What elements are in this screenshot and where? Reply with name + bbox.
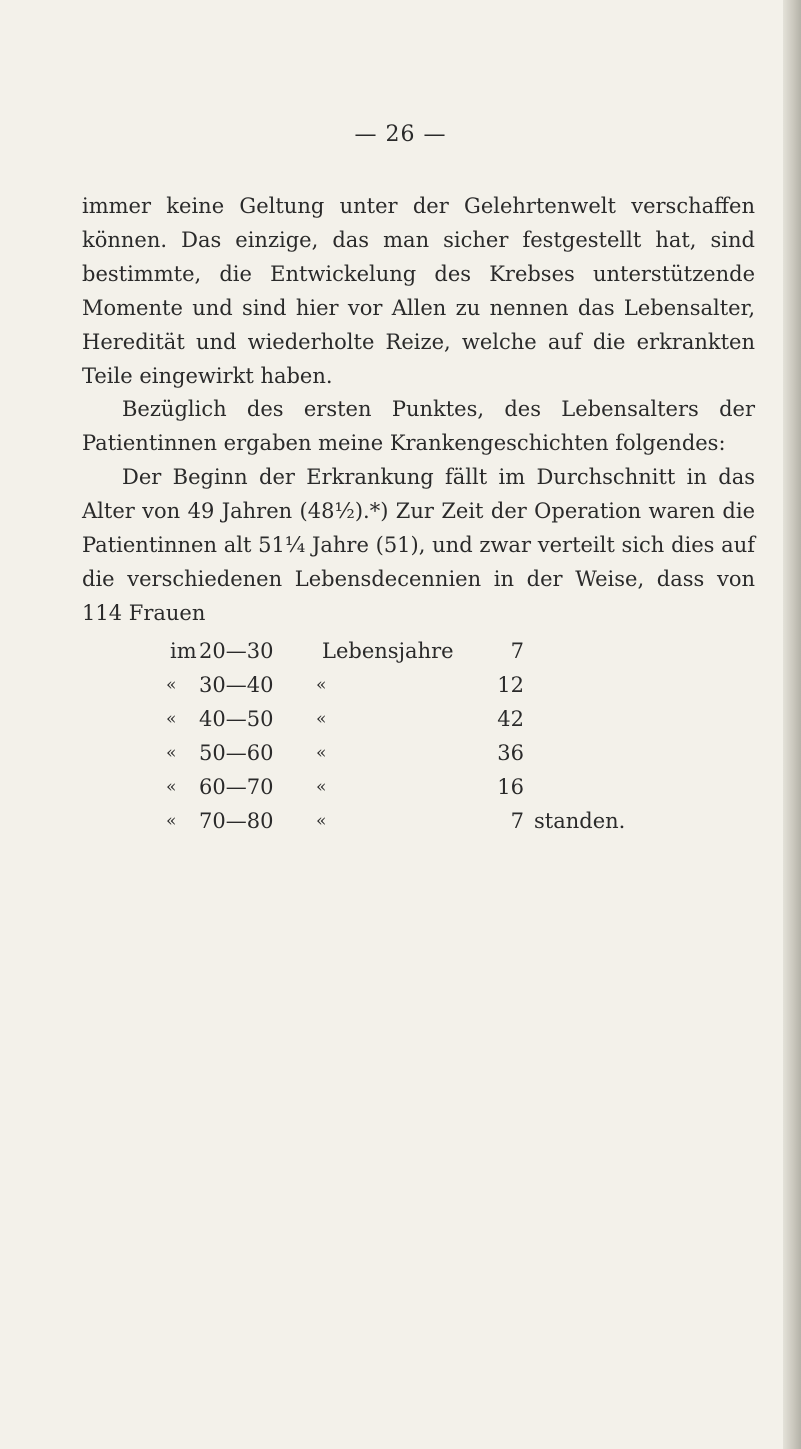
paragraph-3: Der Beginn der Erkrankung fällt im Durchschnitt in das Alter von 49 Jahren (48½).*) Zur Zeit der Operation waren die Patientinnen alt 51¼ Jahre (51), und zwar verteilt sich dies auf die verschiedenen Lebensdecennien in der Weise, dass von 114 Frauen: [82, 465, 755, 625]
row-label: «: [166, 777, 177, 797]
row-note: standen.: [534, 809, 626, 833]
row-label: «: [166, 675, 177, 695]
row-label: «: [166, 743, 177, 763]
row-count: 7: [510, 639, 524, 663]
row-label: «: [166, 709, 177, 729]
table-row: [0, 804, 801, 838]
row-range: 50—60: [199, 741, 274, 765]
row-unit: «: [316, 811, 327, 831]
row-label: im: [170, 639, 197, 663]
row-count: 42: [497, 707, 524, 731]
row-unit: «: [316, 709, 327, 729]
table-row: [0, 770, 801, 804]
row-range: 40—50: [199, 707, 274, 731]
paragraph-2: Bezüglich des ersten Punktes, des Lebensalters der Patientinnen ergaben meine Krankengeschichten folgendes:: [82, 397, 755, 455]
row-unit: «: [316, 743, 327, 763]
row-unit: «: [316, 675, 327, 695]
paragraph-1: immer keine Geltung unter der Gelehrtenwelt verschaffen können. Das einzige, das man sicher festgestellt hat, sind bestimmte, die Entwickelung des Krebses unterstützende Momente und sind hier vor Allen zu nennen das Lebensalter, Heredität und wiederholte Reize, welche auf die erkrankten Teile eingewirkt haben.: [82, 194, 755, 388]
row-count: 12: [497, 673, 524, 697]
page-number: — 26 —: [354, 122, 447, 147]
row-unit: «: [316, 777, 327, 797]
table-row: [0, 702, 801, 736]
table-row: [0, 634, 801, 668]
row-range: 60—70: [199, 775, 274, 799]
row-range: 70—80: [199, 809, 274, 833]
row-range: 20—30: [199, 639, 274, 663]
row-count: 16: [497, 775, 524, 799]
row-unit: Lebensjahre: [322, 639, 454, 663]
row-count: 36: [497, 741, 524, 765]
row-range: 30—40: [199, 673, 274, 697]
row-label: «: [166, 811, 177, 831]
table-row: [0, 736, 801, 770]
row-count: 7: [510, 809, 524, 833]
table-row: [0, 668, 801, 702]
